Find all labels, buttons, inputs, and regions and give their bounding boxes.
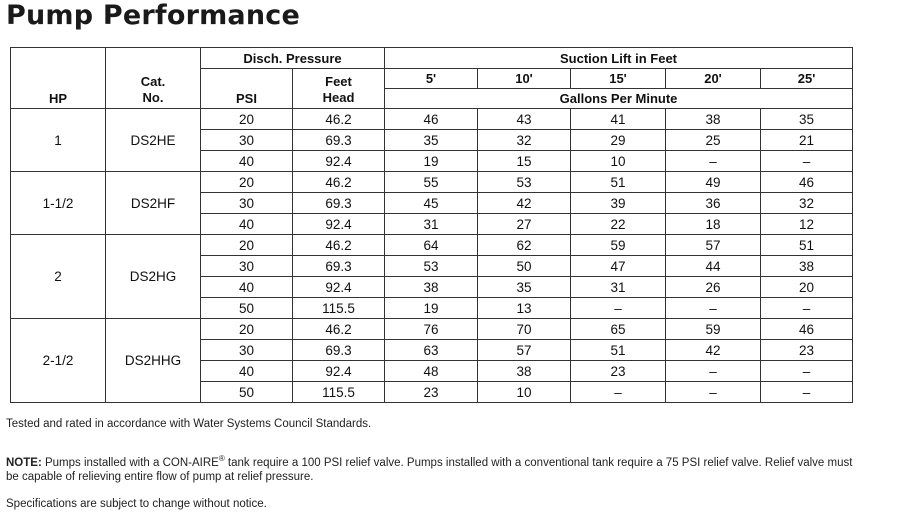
gpm-cell: – [571,382,666,403]
lift-header: 20' [666,69,761,89]
psi-header: PSI [201,69,293,109]
gpm-cell: 57 [478,340,571,361]
cat-cell: DS2HG [106,235,201,319]
lift-header: 25' [761,69,853,89]
table-row [11,235,853,256]
gpm-cell: 57 [666,235,761,256]
gpm-cell: 31 [571,277,666,298]
psi-cell: 30 [201,130,293,151]
gpm-cell: 59 [571,235,666,256]
gpm-cell: 35 [385,130,478,151]
note-label: NOTE: [6,456,42,469]
gpm-cell: 42 [666,340,761,361]
disch-pressure-header: Disch. Pressure [201,48,385,69]
feet-head-line1: Feet [325,74,352,89]
hp-cell: 2 [11,235,106,319]
feet-head-header [293,69,385,109]
note-text-1: Pumps installed with a CON-AIRE [41,456,219,469]
gpm-cell: 13 [478,298,571,319]
gpm-cell: 10 [478,382,571,403]
gpm-header: Gallons Per Minute [385,89,853,109]
psi-cell: 30 [201,256,293,277]
gpm-cell: 46 [761,172,853,193]
gpm-cell: 50 [478,256,571,277]
gpm-cell: – [571,298,666,319]
pump-performance-table [10,47,853,403]
psi-cell: 40 [201,151,293,172]
gpm-cell: 15 [478,151,571,172]
gpm-cell: 35 [761,109,853,130]
table-row [11,109,853,130]
gpm-cell: 59 [666,319,761,340]
gpm-cell: 63 [385,340,478,361]
head-cell: 92.4 [293,214,385,235]
gpm-cell: 21 [761,130,853,151]
psi-cell: 20 [201,319,293,340]
head-cell: 46.2 [293,319,385,340]
gpm-cell: 38 [478,361,571,382]
cat-cell: DS2HF [106,172,201,235]
psi-cell: 50 [201,298,293,319]
gpm-cell: 76 [385,319,478,340]
gpm-cell: – [761,382,853,403]
gpm-cell: 36 [666,193,761,214]
gpm-cell: 65 [571,319,666,340]
table-row [11,319,853,340]
head-cell: 69.3 [293,193,385,214]
gpm-cell: 32 [478,130,571,151]
psi-cell: 30 [201,340,293,361]
gpm-cell: – [761,298,853,319]
gpm-cell: 53 [478,172,571,193]
cat-cell: DS2HE [106,109,201,172]
hp-cell: 1 [11,109,106,172]
lift-header: 10' [478,69,571,89]
gpm-cell: 41 [571,109,666,130]
head-cell: 46.2 [293,235,385,256]
gpm-cell: 35 [478,277,571,298]
relief-valve-note [6,452,866,484]
gpm-cell: 31 [385,214,478,235]
gpm-cell: 20 [761,277,853,298]
cat-no-line2: No. [142,90,164,105]
gpm-cell: 45 [385,193,478,214]
gpm-cell: 46 [385,109,478,130]
cat-cell: DS2HHG [106,319,201,403]
gpm-cell: – [761,361,853,382]
gpm-cell: 51 [571,172,666,193]
gpm-cell: 62 [478,235,571,256]
suction-lift-header: Suction Lift in Feet [385,48,853,69]
registered-mark: ® [218,454,225,463]
gpm-cell: 19 [385,298,478,319]
gpm-cell: 23 [761,340,853,361]
psi-cell: 20 [201,172,293,193]
gpm-cell: 19 [385,151,478,172]
psi-cell: 40 [201,214,293,235]
gpm-cell: 39 [571,193,666,214]
psi-cell: 20 [201,235,293,256]
cat-no-header [106,48,201,109]
psi-cell: 50 [201,382,293,403]
gpm-cell: 51 [761,235,853,256]
gpm-cell: 38 [761,256,853,277]
gpm-cell: 55 [385,172,478,193]
psi-cell: 40 [201,277,293,298]
gpm-cell: – [666,151,761,172]
head-cell: 115.5 [293,298,385,319]
gpm-cell: 10 [571,151,666,172]
gpm-cell: 51 [571,340,666,361]
gpm-cell: 32 [761,193,853,214]
gpm-cell: 44 [666,256,761,277]
gpm-cell: 18 [666,214,761,235]
lift-header: 15' [571,69,666,89]
head-cell: 69.3 [293,130,385,151]
hp-cell: 1-1/2 [11,172,106,235]
head-cell: 69.3 [293,256,385,277]
gpm-cell: – [666,382,761,403]
gpm-cell: 38 [666,109,761,130]
gpm-cell: – [666,361,761,382]
gpm-cell: 27 [478,214,571,235]
gpm-cell: 48 [385,361,478,382]
head-cell: 46.2 [293,172,385,193]
gpm-cell: 29 [571,130,666,151]
gpm-cell: 47 [571,256,666,277]
head-cell: 69.3 [293,340,385,361]
gpm-cell: 53 [385,256,478,277]
head-cell: 46.2 [293,109,385,130]
psi-cell: 20 [201,109,293,130]
gpm-cell: 46 [761,319,853,340]
gpm-cell: 49 [666,172,761,193]
note-text-2: tank require a 100 PSI relief valve. Pumps installed with a conventional tank require a 75 PSI relief valve. Relief valve must be capable of relieving entire flow of pump at relief pressure. [6,456,853,483]
feet-head-line2: Head [322,90,355,105]
gpm-cell: 43 [478,109,571,130]
page-title: Pump Performance [6,0,300,31]
gpm-cell: – [761,151,853,172]
gpm-cell: 70 [478,319,571,340]
hp-header: HP [11,48,106,109]
gpm-cell: 23 [571,361,666,382]
cat-no-line1: Cat. [140,74,166,89]
gpm-cell: 12 [761,214,853,235]
gpm-cell: 38 [385,277,478,298]
spec-note: Specifications are subject to change without notice. [6,498,267,510]
table-row [11,172,853,193]
head-cell: 92.4 [293,151,385,172]
gpm-cell: – [666,298,761,319]
gpm-cell: 23 [385,382,478,403]
head-cell: 92.4 [293,361,385,382]
lift-header: 5' [385,69,478,89]
tested-note: Tested and rated in accordance with Water Systems Council Standards. [6,418,372,430]
psi-cell: 30 [201,193,293,214]
psi-cell: 40 [201,361,293,382]
gpm-cell: 42 [478,193,571,214]
gpm-cell: 25 [666,130,761,151]
gpm-cell: 22 [571,214,666,235]
head-cell: 115.5 [293,382,385,403]
head-cell: 92.4 [293,277,385,298]
hp-cell: 2-1/2 [11,319,106,403]
gpm-cell: 64 [385,235,478,256]
gpm-cell: 26 [666,277,761,298]
